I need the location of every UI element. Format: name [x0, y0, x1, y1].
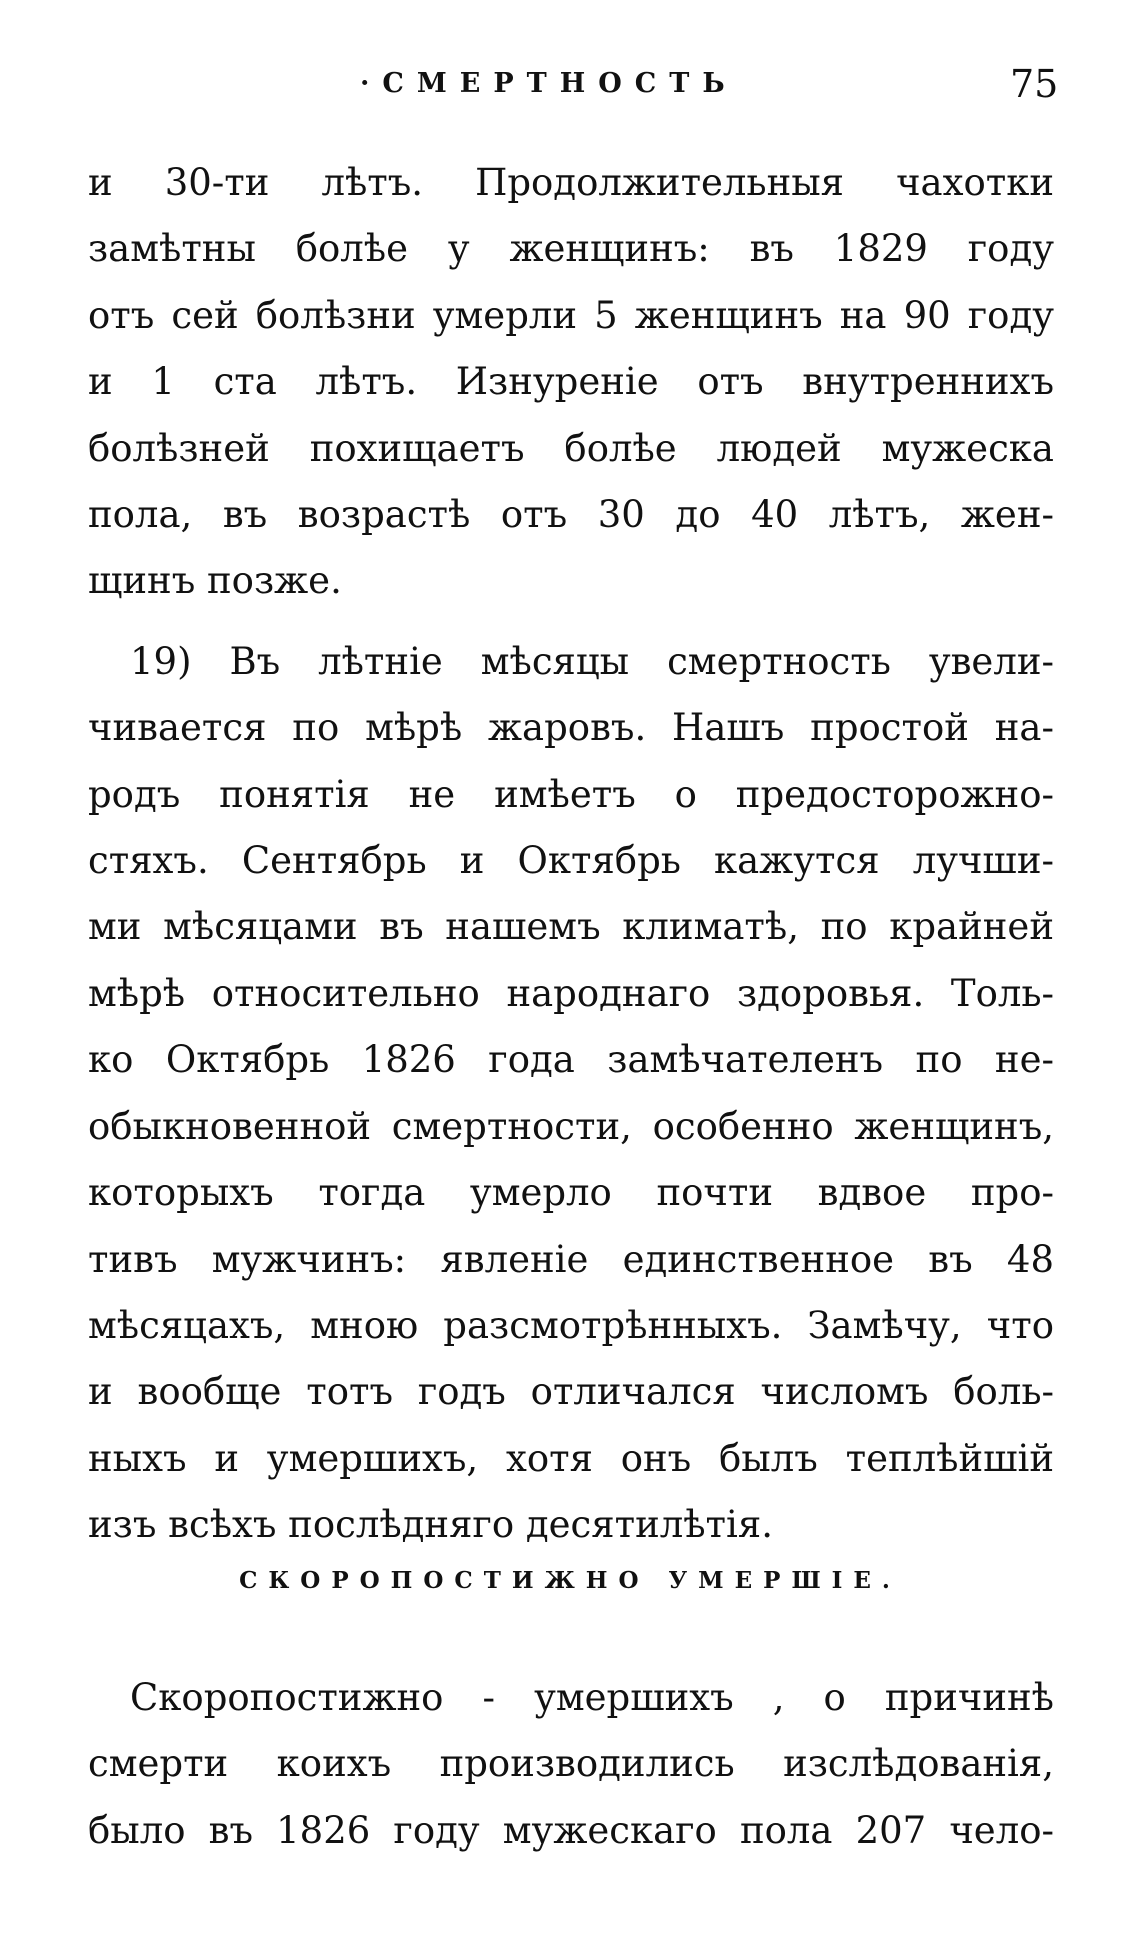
text-line: болѣзней похищаетъ болѣе людей мужеска [88, 426, 1054, 470]
section-heading: СКОРОПОСТИЖНО УМЕРШІЕ. [239, 1567, 901, 1594]
text-line: отъ сей болѣзни умерли 5 женщинъ на 90 году [88, 293, 1054, 337]
paragraph-19 [88, 629, 1054, 1559]
running-head [0, 62, 1140, 112]
text-line: замѣтны болѣе у женщинъ: въ 1829 году [88, 227, 1054, 271]
section-text [88, 1665, 1054, 1864]
page-number: 75 [1010, 62, 1059, 106]
text-line: щинъ позже. [88, 559, 342, 603]
text-line: родъ понятія не имѣетъ о предосторожно- [88, 772, 1054, 816]
text-line: тивъ мужчинъ: явленіе единственное въ 48 [88, 1237, 1054, 1281]
text-line: обыкновенной смертности, особенно женщинъ, [88, 1104, 1054, 1148]
text-line: изъ всѣхъ послѣдняго десятилѣтія. [88, 1503, 773, 1547]
text-line: и 1 ста лѣтъ. Изнуреніе отъ внутреннихъ [88, 360, 1054, 404]
text-line: ныхъ и умершихъ, хотя онъ былъ теплѣйшій [88, 1436, 1054, 1480]
text-line: мѣрѣ относительно народнаго здоровья. Толь- [88, 971, 1054, 1015]
main-text [88, 150, 1054, 1559]
paragraph-sudden-deaths [88, 1665, 1054, 1864]
text-line: ми мѣсяцами въ нашемъ климатѣ, по крайней [88, 905, 1054, 949]
text-line: чивается по мѣрѣ жаровъ. Нашъ простой на- [88, 706, 1054, 750]
text-line: было въ 1826 году мужескаго пола 207 чело- [88, 1808, 1054, 1852]
text-line: стяхъ. Сентябрь и Октябрь кажутся лучши- [88, 839, 1054, 883]
text-line: 19) Въ лѣтніе мѣсяцы смертность увели- [130, 639, 1054, 683]
text-line: ко Октябрь 1826 года замѣчателенъ по не- [88, 1038, 1054, 1082]
text-line: и 30-ти лѣтъ. Продолжительныя чахотки [88, 161, 1054, 204]
text-line: Скоропостижно - умершихъ , о причинѣ [130, 1676, 1054, 1719]
text-line: которыхъ тогда умерло почти вдвое про- [88, 1171, 1054, 1215]
text-line: и вообще тотъ годъ отличался числомъ боль- [88, 1370, 1054, 1414]
text-line: пола, въ возрастѣ отъ 30 до 40 лѣтъ, жен- [88, 493, 1054, 537]
running-title: ·СМЕРТНОСТЬ [360, 68, 738, 99]
paragraph-continuation [88, 150, 1054, 615]
text-line: смерти коихъ производились изслѣдованія, [88, 1742, 1054, 1786]
paragraph-gap [88, 615, 1054, 629]
text-line: мѣсяцахъ, мною разсмотрѣнныхъ. Замѣчу, что [88, 1303, 1054, 1347]
